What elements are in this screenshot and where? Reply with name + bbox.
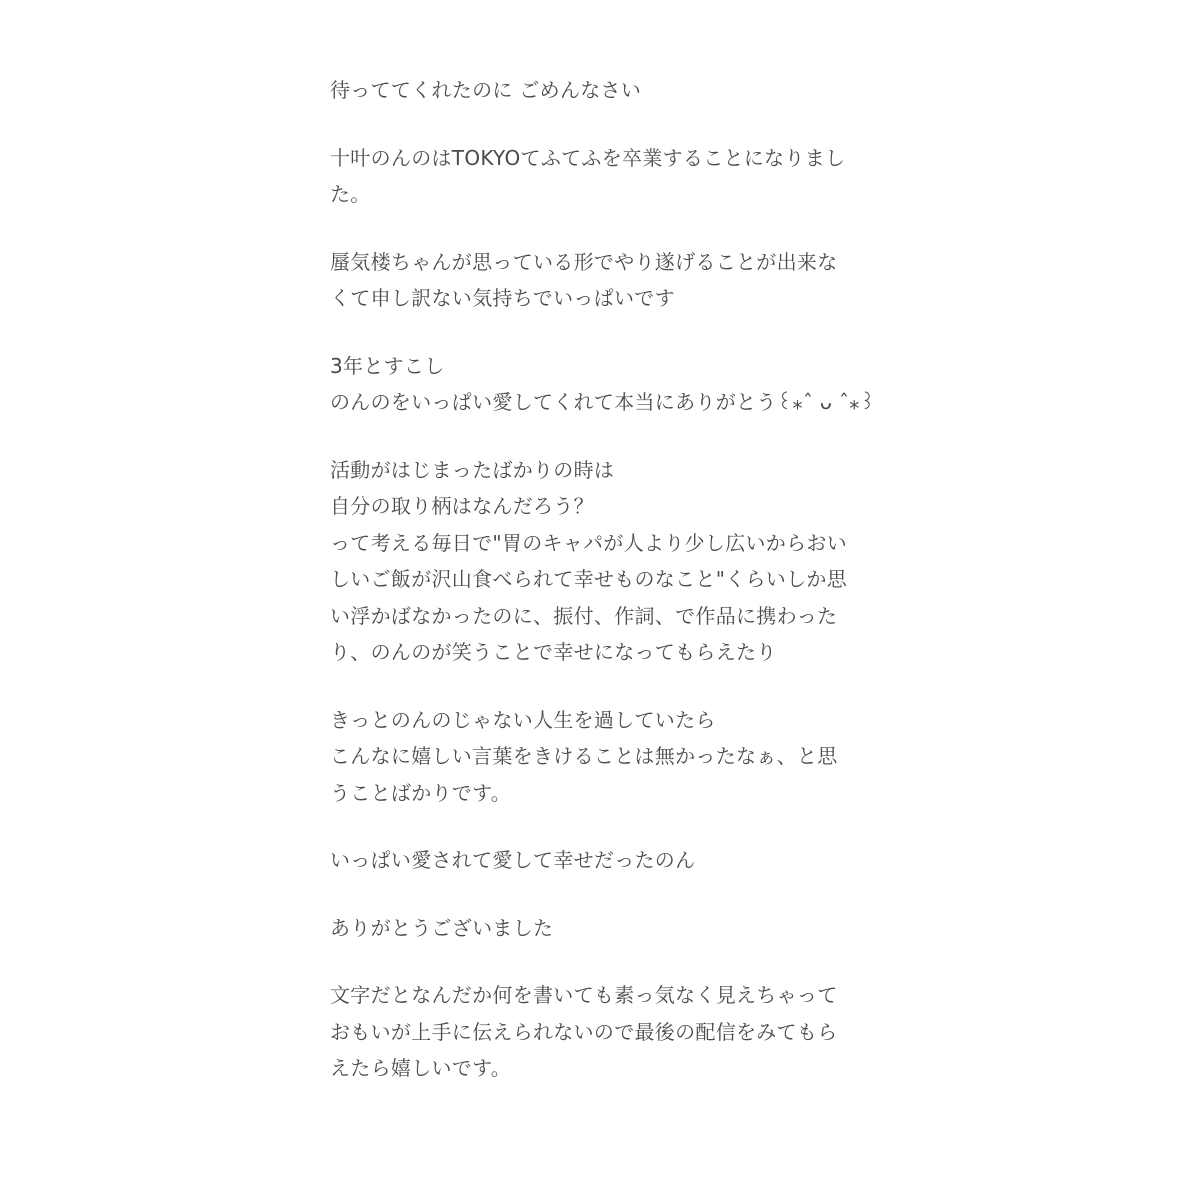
text-line: きっとのんのじゃない人生を過していたら [330, 707, 716, 732]
text-line: ありがとうございました [330, 915, 554, 940]
text-line: えたら嬉しいです。 [330, 1056, 512, 1080]
paragraph [330, 910, 870, 947]
paragraph [330, 702, 870, 812]
text-line: しいご飯が沢山食べられて幸せものなこと"くらいしか思 [330, 567, 847, 591]
text-line: 蜃気楼ちゃんが思っている形でやり遂げることが出来な [330, 249, 838, 274]
paragraph [330, 244, 870, 317]
text-line: 十叶のんのはTOKYOてふてふを卒業することになりまし [330, 145, 846, 170]
text-line: い浮かばなかったのに、振付、作詞、で作品に携わった [330, 603, 838, 628]
text-line: って考える毎日で"胃のキャパが人より少し広いからおい [330, 530, 847, 555]
paragraph [330, 140, 870, 213]
text-line: 自分の取り柄はなんだろう？ [330, 494, 594, 518]
paragraph [330, 72, 870, 109]
text-line: くて申し訳ない気持ちでいっぱいです [330, 286, 675, 310]
paragraph [330, 348, 876, 421]
text-line: 3年とすこし [330, 353, 445, 378]
text-line: た。 [330, 182, 371, 206]
text-line: 文字だとなんだか何を書いても素っ気なく見えちゃって [330, 983, 838, 1007]
text-line: 活動がはじまったばかりの時は [330, 457, 615, 482]
paragraph [330, 452, 870, 671]
text-line: のんのをいっぱい愛してくれて本当にありがとう꒰⁎ˆ ᴗ ˆ⁎꒱ [330, 390, 876, 414]
text-line: 待っててくれたのに ごめんなさい [330, 78, 642, 102]
text-line: いっぱい愛されて愛して幸せだったのん [330, 848, 696, 872]
letter-body [330, 72, 876, 1118]
text-line: こんなに嬉しい言葉をきけることは無かったなぁ、と思 [330, 744, 838, 768]
paragraph [330, 842, 870, 879]
text-line: うことばかりです。 [330, 780, 512, 805]
text-line: り、のんのが笑うことで幸せになってもらえたり [330, 640, 777, 664]
paragraph [330, 977, 870, 1087]
text-line: おもいが上手に伝えられないので最後の配信をみてもら [330, 1019, 838, 1044]
